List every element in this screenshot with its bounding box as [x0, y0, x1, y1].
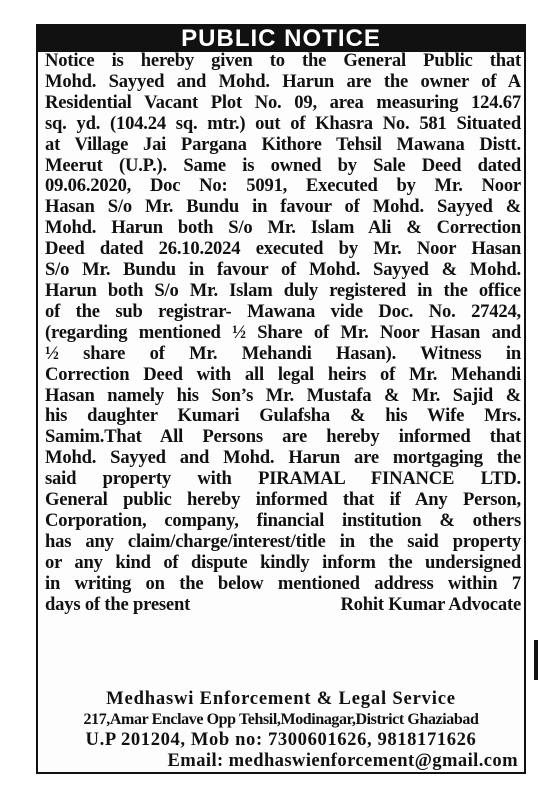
firm-address: 217,Amar Enclave Opp Tehsil,Modinagar,District Ghaziabad [83, 711, 479, 728]
notice-title: PUBLIC NOTICE [38, 26, 524, 52]
notice-line: has any claim/charge/interest/title in the said property [45, 531, 521, 552]
notice-line: Meerut (U.P.). Same is owned by Sale Deed dated [45, 155, 521, 176]
notice-line: Hasan namely his Son’s Mr. Mustafa & Mr. Sajid & [45, 385, 521, 406]
notice-line: in writing on the below mentioned address within 7 [45, 573, 521, 594]
page-edge-mark [534, 640, 538, 680]
notice-last-line: days of the present [45, 594, 191, 615]
notice-line: ½ share of Mr. Mehandi Hasan). Witness in [45, 343, 521, 364]
notice-line: Harun both S/o Mr. Islam duly registered in the office [45, 280, 521, 301]
notice-line: (regarding mentioned ½ Share of Mr. Noor Hasan and [45, 322, 521, 343]
notice-line: his daughter Kumari Gulafsha & his Wife Mrs. [45, 406, 521, 427]
notice-line: S/o Mr. Bundu in favour of Mohd. Sayyed & Mohd. [45, 260, 521, 281]
notice-line: Corporation, company, financial institution & others [45, 510, 521, 531]
notice-line: Deed dated 26.10.2024 executed by Mr. Noor Hasan [45, 239, 521, 260]
notice-line: Notice is hereby given to the General Public that [45, 51, 521, 71]
signatory-name: Rohit Kumar Advocate [340, 594, 521, 615]
firm-phone: U.P 201204, Mob no: 7300601626, 9818171626 [85, 729, 477, 750]
notice-line: Mohd. Sayyed and Mohd. Harun are the owner of A [45, 71, 521, 92]
notice-line: of the sub registrar- Mawana vide Doc. No. 27424, [45, 301, 521, 322]
notice-line: or any kind of dispute kindly inform the undersigned [45, 552, 521, 573]
notice-body [45, 51, 521, 615]
notice-line: Mohd. Harun both S/o Mr. Islam Ali & Correction [45, 218, 521, 239]
notice-line: Correction Deed with all legal heirs of Mr. Mehandi [45, 364, 521, 385]
notice-line: said property with PIRAMAL FINANCE LTD. [45, 469, 521, 490]
notice-closing-line [45, 595, 521, 616]
firm-email: Email: medhaswienforcement@gmail.com [167, 750, 518, 771]
notice-line: Samim.That All Persons are hereby informed that [45, 427, 521, 448]
notice-line: Hasan S/o Mr. Bundu in favour of Mohd. Sayyed & [45, 197, 521, 218]
notice-line: at Village Jai Pargana Kithore Tehsil Mawana Distt. [45, 134, 521, 155]
firm-name: Medhaswi Enforcement & Legal Service [106, 688, 456, 709]
notice-line: Residential Vacant Plot No. 09, area measuring 124.67 [45, 92, 521, 113]
notice-line: Mohd. Sayyed and Mohd. Harun are mortgaging the [45, 448, 521, 469]
public-notice-box [36, 24, 526, 774]
notice-line: sq. yd. (104.24 sq. mtr.) out of Khasra No. 581 Situated [45, 113, 521, 134]
notice-line: General public hereby informed that if Any Person, [45, 490, 521, 511]
notice-line: 09.06.2020, Doc No: 5091, Executed by Mr. Noor [45, 176, 521, 197]
contact-block [38, 689, 524, 771]
